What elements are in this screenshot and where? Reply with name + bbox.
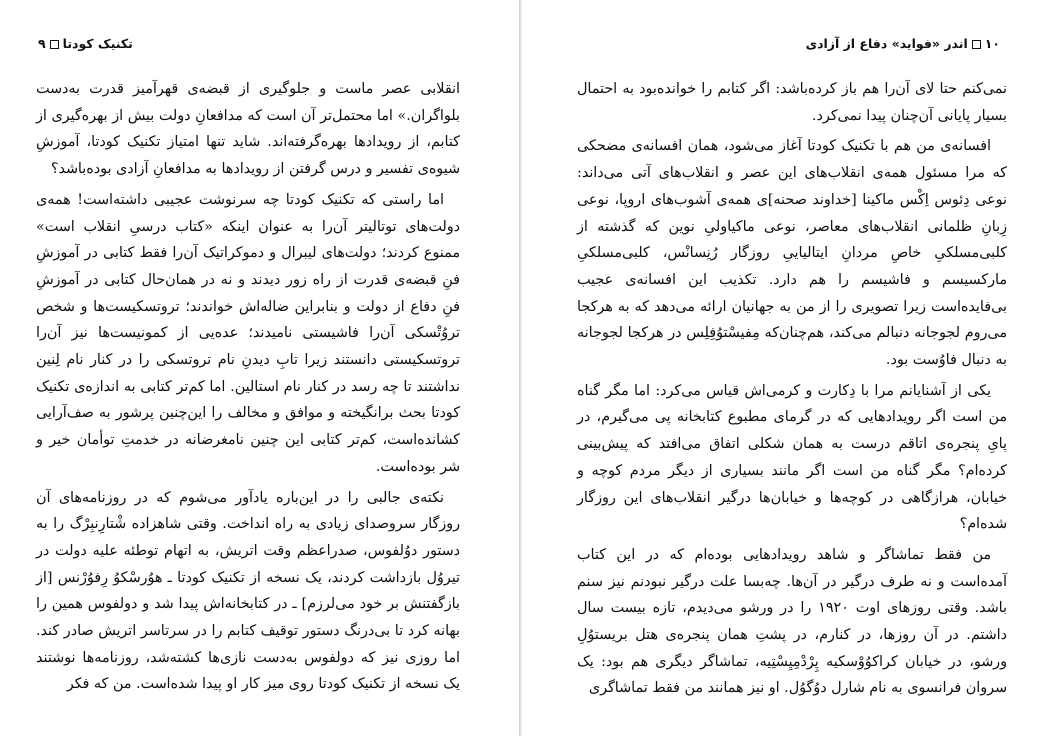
- right-paragraph-2: افسانه‌ی من هم با تکنیک کودتا آغاز می‌شود، همان افسانه‌ی مضحکی که مرا مسئول همه‌ی انقلاب‌های این عصر و انقلاب‌های آتی می‌داند: نوعی دِئوس اِکْس ماکینا [خداوند صحنه]ی همه‌ی آشوب‌های اروپا، نوعی زِبانِ ظلمانی انقلاب‌های معاصر، نوعی ماکیاولیِ نوین که گذشته از کلبی‌مسلکیِ خاصِ مردانِ ایتالیاییِ روزگار رُنِسانْس، کلبی‌مسلکیِ مارکسیسم و فاشیسم را هم دارد. تکذیب این افسانه‌ی عجیب بی‌فایده‌است زیرا تصویری را از من به جهانیان ارائه می‌دهد که به هرکجا می‌روم لجوجانه دنبالم می‌کند، هم‌چنان‌که مِفیسْتوُفِلِس در هرکجا لجوجانه به دنبال فاوُست بود.: [577, 138, 1007, 369]
- header-square-icon: [972, 40, 981, 49]
- right-paragraph-4: من فقط تماشاگر و شاهد رویدادهایی بوده‌ام که در این کتاب آمده‌است و نه طرف درگیر در آن‌ها. چه‌بسا علت درگیر نبودنم نیز سنم باشد. وقتی روزهای اوت ۱۹۲۰ را در ورشو می‌دیدم، تازه بیست سال داشتم. در آن روزها، در کنارم، در پشتِ همان پنجره‌ی هتل بریستوُلِ ورشو، در خیابان کراکوُوْسکیه پِرْدْمِیِسْتِیه، تماشاگر دیگری هم بود: یک سروان فرانسوی به نام شارل دوُگوُل. او نیز همانند من فقط تماشاگری: [577, 546, 1007, 697]
- right-page-header: [806, 36, 1000, 51]
- right-paragraph-3: یکی از آشنایانم مرا با دِکارت و کرمی‌اش قیاس می‌کرد: اما مگر گناه من است اگر رویدادهایی که در گرمای مطبوع کتابخانه پی می‌گیرم، در پایِ پنجره‌ی اتاقم درست به همان شکلی اتفاق می‌افتد که پیش‌بینی کرده‌ام؟ مگر گناه من است اگر مانند بسیاری از دیگر مردم کوچه و خیابان، هرازگاهی در کوچه‌ها و خیابان‌ها درگیر انقلاب‌های این روزگار شده‌ام؟: [577, 382, 1007, 533]
- left-paragraph-1: انقلابی عصر ماست و جلوگیری از قبضه‌ی قهرآمیز قدرت به‌دست بلواگران.» اما محتمل‌تر آن است که مدافعانِ دولت بیش از بهره‌گیری از کتابم، از رویدادها بهره‌گرفته‌اند. شاید تنها امتیاز تکنیک کودتا، آموزشِ شیوه‌ی تفسیر و درس گرفتن از رویدادها به مدافعانِ آزادی بوده‌باشد؟: [36, 81, 460, 178]
- left-page-body: [36, 76, 460, 702]
- left-paragraph-2: اما راستی که تکنیک کودتا چه سرنوشت عجیبی داشته‌است! همه‌ی دولت‌های توتالیتر آن‌را به عنوان اینکه «کتاب درسیِ انقلاب است» ممنوع کردند؛ دولت‌های لیبرال و دموکراتیک آن‌را فقط کتابی در آموزشِ فنِ قبضه‌ی قدرت از راه زور دیدند و نه در همان‌حال کتابی در آموزشِ فنِ دفاع از دولت و بنابراین ضاله‌اش خواندند؛ تروتسکیست‌ها و شخص تروُتْسکی آن‌را فاشیستی نامیدند؛ عده‌یی از کمونیست‌ها نیز آن‌را تروتسکیستی دانستند زیرا تابِ دیدنِ نام تروتسکی را در کنار نام لِنین نداشتند تا چه رسد در کنار نام استالین. اما کم‌تر کتابی به اندازه‌ی تکنیک کودتا بحث برانگیخته و موافق و مخالف را این‌چنین پرشور به صف‌آرایی کشانده‌است، کم‌تر کتابی این چنین نامغرضانه در خدمتِ توأمان خیر و شر بوده‌است.: [36, 191, 460, 475]
- left-running-title: تکنیک کودتا: [62, 36, 133, 51]
- right-page: [522, 0, 1040, 736]
- right-page-body: [577, 76, 1007, 706]
- right-paragraph-1: نمی‌کنم حتا لای آن‌را هم باز کرده‌باشد: اگر کتابم را خوانده‌بود به احتمال بسیار پایانی آن‌چنان پیدا نمی‌کرد.: [577, 81, 1007, 124]
- left-page-header: [38, 36, 133, 51]
- left-paragraph-3: نکته‌ی جالبی را در این‌باره یادآور می‌شوم که در روزنامه‌های آن روزگار سروصدای زیادی به راه انداخت. وقتی شاهزاده شْتارِنبِرْگ را به دستور دوُلفوس، صدراعظم وقت اتریش، به اتهام توطئه علیه دولت در تیروُل بازداشت کردند، یک نسخه از تکنیک کودتا ـ هوُرسْکوُ رِفوُرْنس [از بازگفتنش بر خود می‌لرزم] ـ در کتابخانه‌اش پیدا شد و دولفوس همین را بهانه کرد تا بی‌درنگ دستور توقیف کتابم را در سرتاسر اتریش صادر کند. اما روزی نیز که دولفوس به‌دست نازی‌ها کشته‌شد، روزنامه‌ها نوشتند یک نسخه از تکنیک کودتا روی میز کار او پیدا شده‌است. من که فکر: [36, 489, 460, 693]
- header-square-icon: [50, 40, 59, 49]
- left-page-number: ۹: [38, 36, 46, 51]
- right-page-number: ۱۰: [984, 36, 1000, 51]
- right-running-title: اندر «فواید» دفاع از آزادی: [805, 36, 968, 51]
